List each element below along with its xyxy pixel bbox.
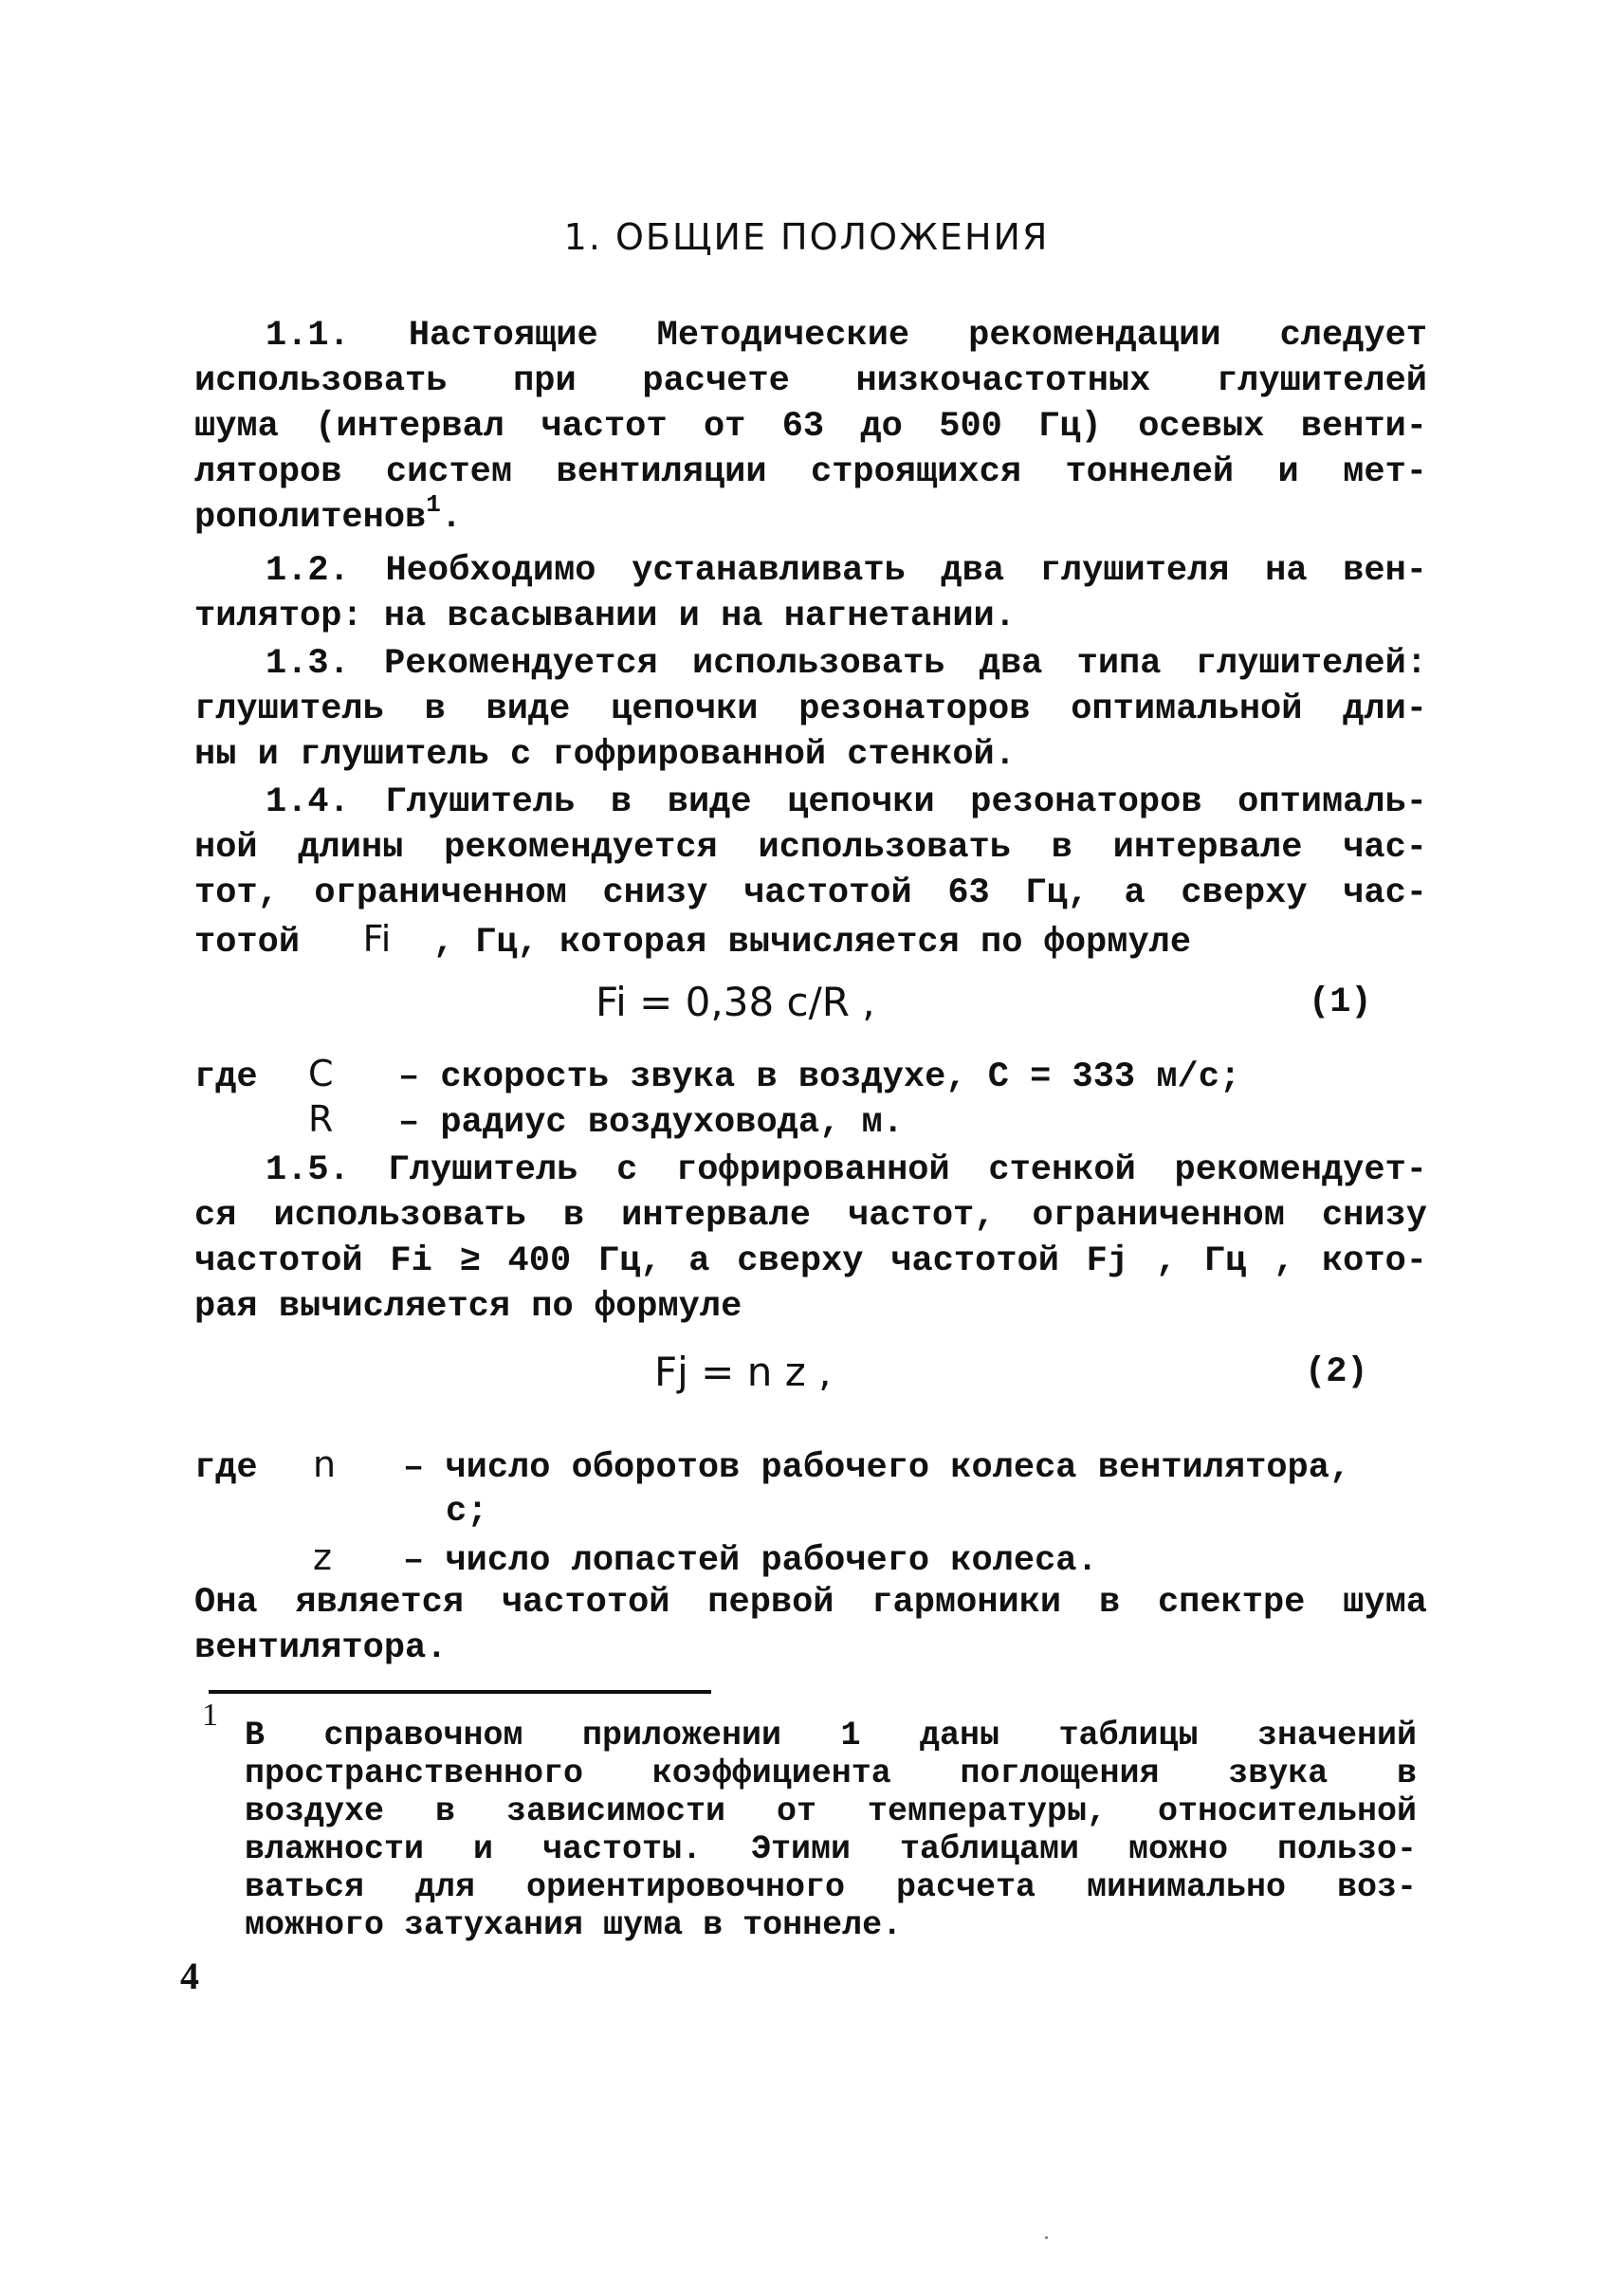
text-line [194, 490, 1427, 541]
text-line: использовать при расчете низкочастотных глушителей [194, 361, 1427, 401]
section-heading: 1. ОБЩИЕ ПОЛОЖЕНИЯ [563, 216, 1050, 258]
text-line: влажности и частоты. Этими таблицами можно пользо- [245, 1830, 1417, 1868]
text-line: шума (интервал частот от 63 до 500 Гц) осевых венти- [194, 407, 1427, 447]
text-line: 1.5. Глушитель с гофрированной стенкой рекомендует- [266, 1150, 1427, 1190]
footnote-mark: 1 [202, 1698, 218, 1733]
definition-text: – число лопастей рабочего колеса. [403, 1541, 1098, 1581]
text-line: можного затухания шума в тоннеле. [245, 1906, 903, 1944]
definition-symbol: n [313, 1443, 337, 1485]
text-line: 1.2. Необходимо устанавливать два глушителя на вен- [266, 551, 1427, 591]
paragraph-1-1 [194, 313, 1427, 541]
text-line: рая вычисляется по формуле [194, 1287, 742, 1327]
definition-row [194, 1051, 1240, 1100]
paragraph-1-2 [194, 548, 1427, 639]
formula-1: Fi = 0,38 c/R , [596, 979, 875, 1025]
definition-text: с; [446, 1492, 488, 1532]
math-symbol: Fi [362, 918, 392, 960]
text-line: ны и глушитель с гофрированной стенкой. [194, 735, 1016, 775]
scan-speck [1045, 2236, 1048, 2239]
definition-row [194, 1096, 904, 1146]
text-fragment: , Гц, которая вычисляется по формуле [432, 923, 1192, 963]
text-line: В справочном приложении 1 даны таблицы значений [245, 1717, 1417, 1754]
page-number: 4 [180, 1955, 199, 1997]
definition-row [194, 1534, 1098, 1584]
definition-lead: где [194, 1448, 258, 1488]
footnote-reference: 1 [426, 490, 441, 519]
text-line: глушитель в виде цепочки резонаторов оптимальной дли- [194, 689, 1427, 729]
text-line: 1.3. Рекомендуется использовать два типа глушителей: [266, 644, 1427, 684]
paragraph-1-4 [194, 780, 1427, 965]
text-line: 1.4. Глушитель в виде цепочки резонаторов оптималь- [266, 782, 1427, 822]
definition-text: – число оборотов рабочего колеса вентилятора, [403, 1448, 1351, 1488]
text-line: ной длины рекомендуется использовать в интервале час- [194, 828, 1427, 868]
text-line: тилятор: на всасывании и на нагнетании. [194, 597, 1016, 636]
formula-2: Fj = n z , [654, 1349, 832, 1395]
text-line: Она является частотой первой гармоники в спектре шума [194, 1583, 1427, 1623]
text-line: ляторов систем вентиляции строящихся тоннелей и мет- [194, 452, 1427, 492]
text-line: пространственного коэффициента поглощения звука в [245, 1754, 1417, 1792]
definition-text: – радиус воздуховода, м. [398, 1103, 904, 1143]
definition-symbol: R [308, 1098, 334, 1140]
text-line: ваться для ориентировочного расчета минимально воз- [245, 1868, 1417, 1906]
definition-lead: где [194, 1057, 258, 1097]
text-line [194, 916, 1427, 965]
text-line: вентилятора. [194, 1628, 448, 1668]
footnote-text [245, 1717, 1417, 1944]
equation-number-2: (2) [1305, 1352, 1368, 1392]
paragraph-1-3 [194, 641, 1427, 778]
definition-symbol: z [313, 1536, 332, 1578]
text-line: воздухе в зависимости от температуры, относительной [245, 1792, 1417, 1830]
text-fragment: рополитенов [194, 498, 427, 538]
text-line: 1.1. Настоящие Методические рекомендации следует [266, 316, 1427, 356]
paragraph-1-5 [194, 1148, 1427, 1330]
text-line: тот, ограниченном снизу частотой 63 Гц, а сверху час- [194, 873, 1427, 913]
definition-symbol: C [308, 1053, 334, 1094]
definition-row [194, 1442, 1350, 1491]
equation-number-1: (1) [1309, 983, 1372, 1022]
footnote-separator [209, 1690, 711, 1694]
text-line: ся использовать в интервале частот, ограниченном снизу [194, 1196, 1427, 1236]
definition-row [194, 1489, 487, 1534]
text-fragment: . [440, 498, 463, 538]
definition-text: – скорость звука в воздухе, C = 333 м/с; [398, 1057, 1241, 1097]
paragraph-closing [194, 1580, 1427, 1671]
text-fragment: тотой [194, 923, 301, 963]
text-line: частотой Fi ≥ 400 Гц, а сверху частотой Fj , Гц , кото- [194, 1241, 1427, 1281]
